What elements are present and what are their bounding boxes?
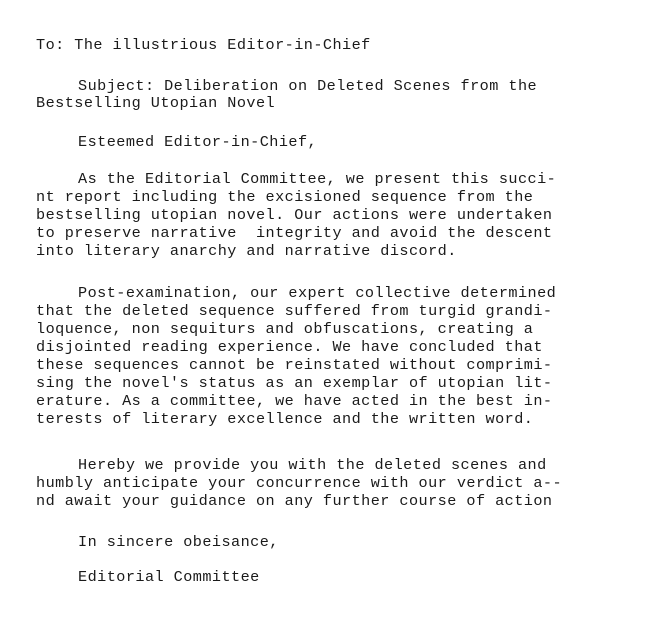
paragraph-3-line: nd await your guidance on any further course of action (36, 492, 553, 510)
paragraph-1-line: to preserve narrative integrity and avoid the descent (36, 224, 553, 242)
paragraph-2-line: loquence, non sequiturs and obfuscations, creating a (36, 320, 534, 338)
paragraph-2-line: sing the novel's status as an exemplar of utopian lit- (36, 374, 553, 392)
closing-line: In sincere obeisance, (78, 533, 279, 551)
paragraph-1-line: nt report including the excisioned sequence from the (36, 188, 534, 206)
paragraph-2-line: Post-examination, our expert collective determined (78, 284, 557, 302)
paragraph-1-line: into literary anarchy and narrative discord. (36, 242, 457, 260)
paragraph-2-line: terests of literary excellence and the written word. (36, 410, 534, 428)
paragraph-2-line: erature. As a committee, we have acted in the best in- (36, 392, 553, 410)
paragraph-3-line: humbly anticipate your concurrence with our verdict a-- (36, 474, 563, 492)
paragraph-3-line: Hereby we provide you with the deleted scenes and (78, 456, 547, 474)
signature: Editorial Committee (78, 568, 260, 586)
paragraph-1-line: As the Editorial Committee, we present this succi- (78, 170, 557, 188)
paragraph-2-line: that the deleted sequence suffered from turgid grandi- (36, 302, 553, 320)
recipient-line: To: The illustrious Editor-in-Chief (36, 36, 371, 54)
subject-line: Subject: Deliberation on Deleted Scenes from the (78, 77, 538, 95)
paragraph-1-line: bestselling utopian novel. Our actions were undertaken (36, 206, 553, 224)
salutation: Esteemed Editor-in-Chief, (78, 133, 318, 151)
paragraph-2-line: disjointed reading experience. We have concluded that (36, 338, 543, 356)
subject-line-continued: Bestselling Utopian Novel (36, 94, 276, 112)
paragraph-2-line: these sequences cannot be reinstated without comprimi- (36, 356, 553, 374)
